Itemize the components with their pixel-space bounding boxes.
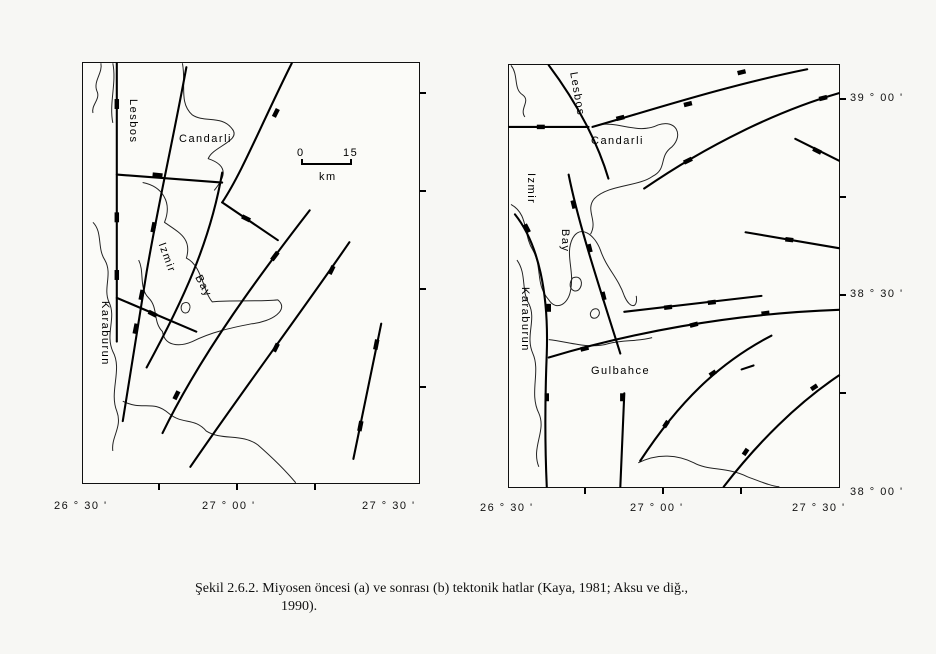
- map-b-island-2: [590, 309, 599, 318]
- map-a-y-tick: [420, 190, 426, 192]
- map-a-x-label-2: 27 ° 00 ': [202, 500, 256, 512]
- map-b-y-label-1: 39 ° 00 ': [850, 92, 904, 104]
- map-a-y-tick: [420, 288, 426, 290]
- map-a-coast-south: [123, 401, 296, 483]
- map-b-tick: [708, 302, 716, 303]
- map-b-tick: [616, 117, 624, 119]
- map-a-island: [181, 303, 190, 314]
- map-a-label-candarli: Candarli: [179, 133, 232, 145]
- map-a-tick: [242, 216, 250, 220]
- map-a-tick: [359, 421, 361, 431]
- map-b-coast-lesbos: [511, 65, 526, 117]
- scale-line: [301, 163, 351, 165]
- map-b-fault-9: [624, 296, 761, 312]
- map-a-x-tick: [158, 484, 160, 490]
- map-a-fault-6: [222, 63, 292, 202]
- map-b-tick: [684, 159, 692, 163]
- map-b-y-label-2: 38 ° 30 ': [850, 288, 904, 300]
- map-b-fault-10: [549, 310, 839, 358]
- map-b-coast-south: [638, 456, 779, 487]
- map-b-tick: [664, 421, 668, 427]
- scale-tick-left: [301, 159, 303, 165]
- map-a-x-tick: [236, 484, 238, 490]
- map-b-tick: [589, 244, 591, 252]
- map-b-fault-14: [742, 365, 754, 369]
- map-b-label-lesbos: Lesbos: [567, 71, 587, 117]
- map-a-x-tick: [314, 484, 316, 490]
- map-a-tick: [330, 266, 334, 274]
- map-b-label-izmir: Izmir: [525, 173, 537, 205]
- map-b-y-tick: [840, 294, 846, 296]
- map-b-tick: [811, 385, 817, 389]
- map-a-label-karaburun: Karaburun: [99, 301, 111, 366]
- map-b-y-tick: [840, 196, 846, 198]
- map-b-x-label-1: 26 ° 30 ': [480, 502, 534, 514]
- map-a-label-bay: Bay: [192, 273, 215, 300]
- map-b-tick: [602, 292, 604, 300]
- map-a-tick: [153, 175, 163, 176]
- map-b-tick: [738, 71, 746, 73]
- map-a-y-tick: [420, 92, 426, 94]
- map-a-tick: [141, 290, 143, 300]
- map-b-tick: [744, 449, 748, 455]
- map-a-tick: [274, 344, 278, 352]
- map-b-fault-13: [724, 375, 839, 486]
- scale-end: 15: [343, 147, 359, 159]
- map-b-fault-7: [569, 175, 621, 354]
- map-b-tick: [684, 103, 692, 105]
- map-b-fault-12: [640, 336, 771, 461]
- map-b-x-tick: [662, 488, 664, 494]
- map-a-fault-4: [117, 175, 222, 183]
- caption-line-1: Şekil 2.6.2. Miyosen öncesi (a) ve sonrası (b) tektonik hatlar (Kaya, 1981; Aksu ve diğ.,: [195, 581, 689, 596]
- map-b-tick: [581, 348, 589, 350]
- map-b-x-tick: [740, 488, 742, 494]
- scale-unit: km: [319, 171, 337, 183]
- map-b-tick: [785, 239, 793, 240]
- map-a-coast-candarli: [182, 63, 234, 190]
- map-b-tick: [664, 307, 672, 308]
- map-a-label-izmir: Izmir: [155, 241, 178, 275]
- map-a-fault-8: [190, 242, 349, 467]
- map-b-y-tick: [840, 98, 846, 100]
- map-b-label-gulbahce: Gulbahce: [591, 365, 651, 377]
- map-b-x-label-3: 27 ° 30 ': [792, 502, 846, 514]
- map-a-frame: [82, 62, 420, 484]
- caption-line-2: 1990).: [281, 599, 318, 614]
- map-a-label-lesbos: Lesbos: [127, 99, 139, 144]
- scale-start: 0: [297, 147, 305, 159]
- map-a-coast-izmir-gulf: [139, 183, 282, 345]
- map-b-frame: [508, 64, 840, 488]
- map-a-fault-5: [222, 202, 278, 240]
- map-b-tick: [761, 313, 769, 314]
- map-a-scale-bar: [297, 145, 377, 189]
- map-b-x-tick: [584, 488, 586, 494]
- map-b-tick: [813, 149, 821, 153]
- map-b-x-label-2: 27 ° 00 ': [630, 502, 684, 514]
- map-a-tick: [274, 109, 278, 117]
- map-b-y-label-3: 38 ° 00 ': [850, 486, 904, 498]
- map-b-label-karaburun: Karaburun: [519, 287, 531, 352]
- map-a-tick: [174, 391, 178, 399]
- map-b-fault-11: [620, 393, 624, 486]
- map-a-x-label-3: 27 ° 30 ': [362, 500, 416, 512]
- map-a-x-label-1: 26 ° 30 ': [54, 500, 108, 512]
- map-b-drawing: [509, 65, 839, 487]
- map-b-tick: [819, 97, 827, 99]
- map-a-coast-lesbos: [93, 63, 114, 123]
- map-b-y-tick: [840, 392, 846, 394]
- map-a-tick: [153, 222, 155, 232]
- map-b-fault-4: [644, 93, 839, 188]
- map-b-tick: [690, 324, 698, 326]
- map-b-label-bay: Bay: [559, 229, 571, 253]
- map-b-tick: [573, 200, 575, 208]
- map-a-tick: [272, 252, 278, 260]
- figure-caption: [195, 580, 835, 616]
- scale-tick-right: [350, 159, 352, 165]
- map-a-tick: [135, 324, 137, 334]
- map-a-y-tick: [420, 386, 426, 388]
- map-b-fault-3: [592, 69, 807, 127]
- map-a-fault-7: [163, 210, 310, 433]
- map-b-label-candarli: Candarli: [591, 135, 644, 147]
- map-a-fault-3: [147, 173, 223, 368]
- map-a-tick: [375, 340, 377, 350]
- map-b-coast-gulf-inner: [549, 338, 652, 346]
